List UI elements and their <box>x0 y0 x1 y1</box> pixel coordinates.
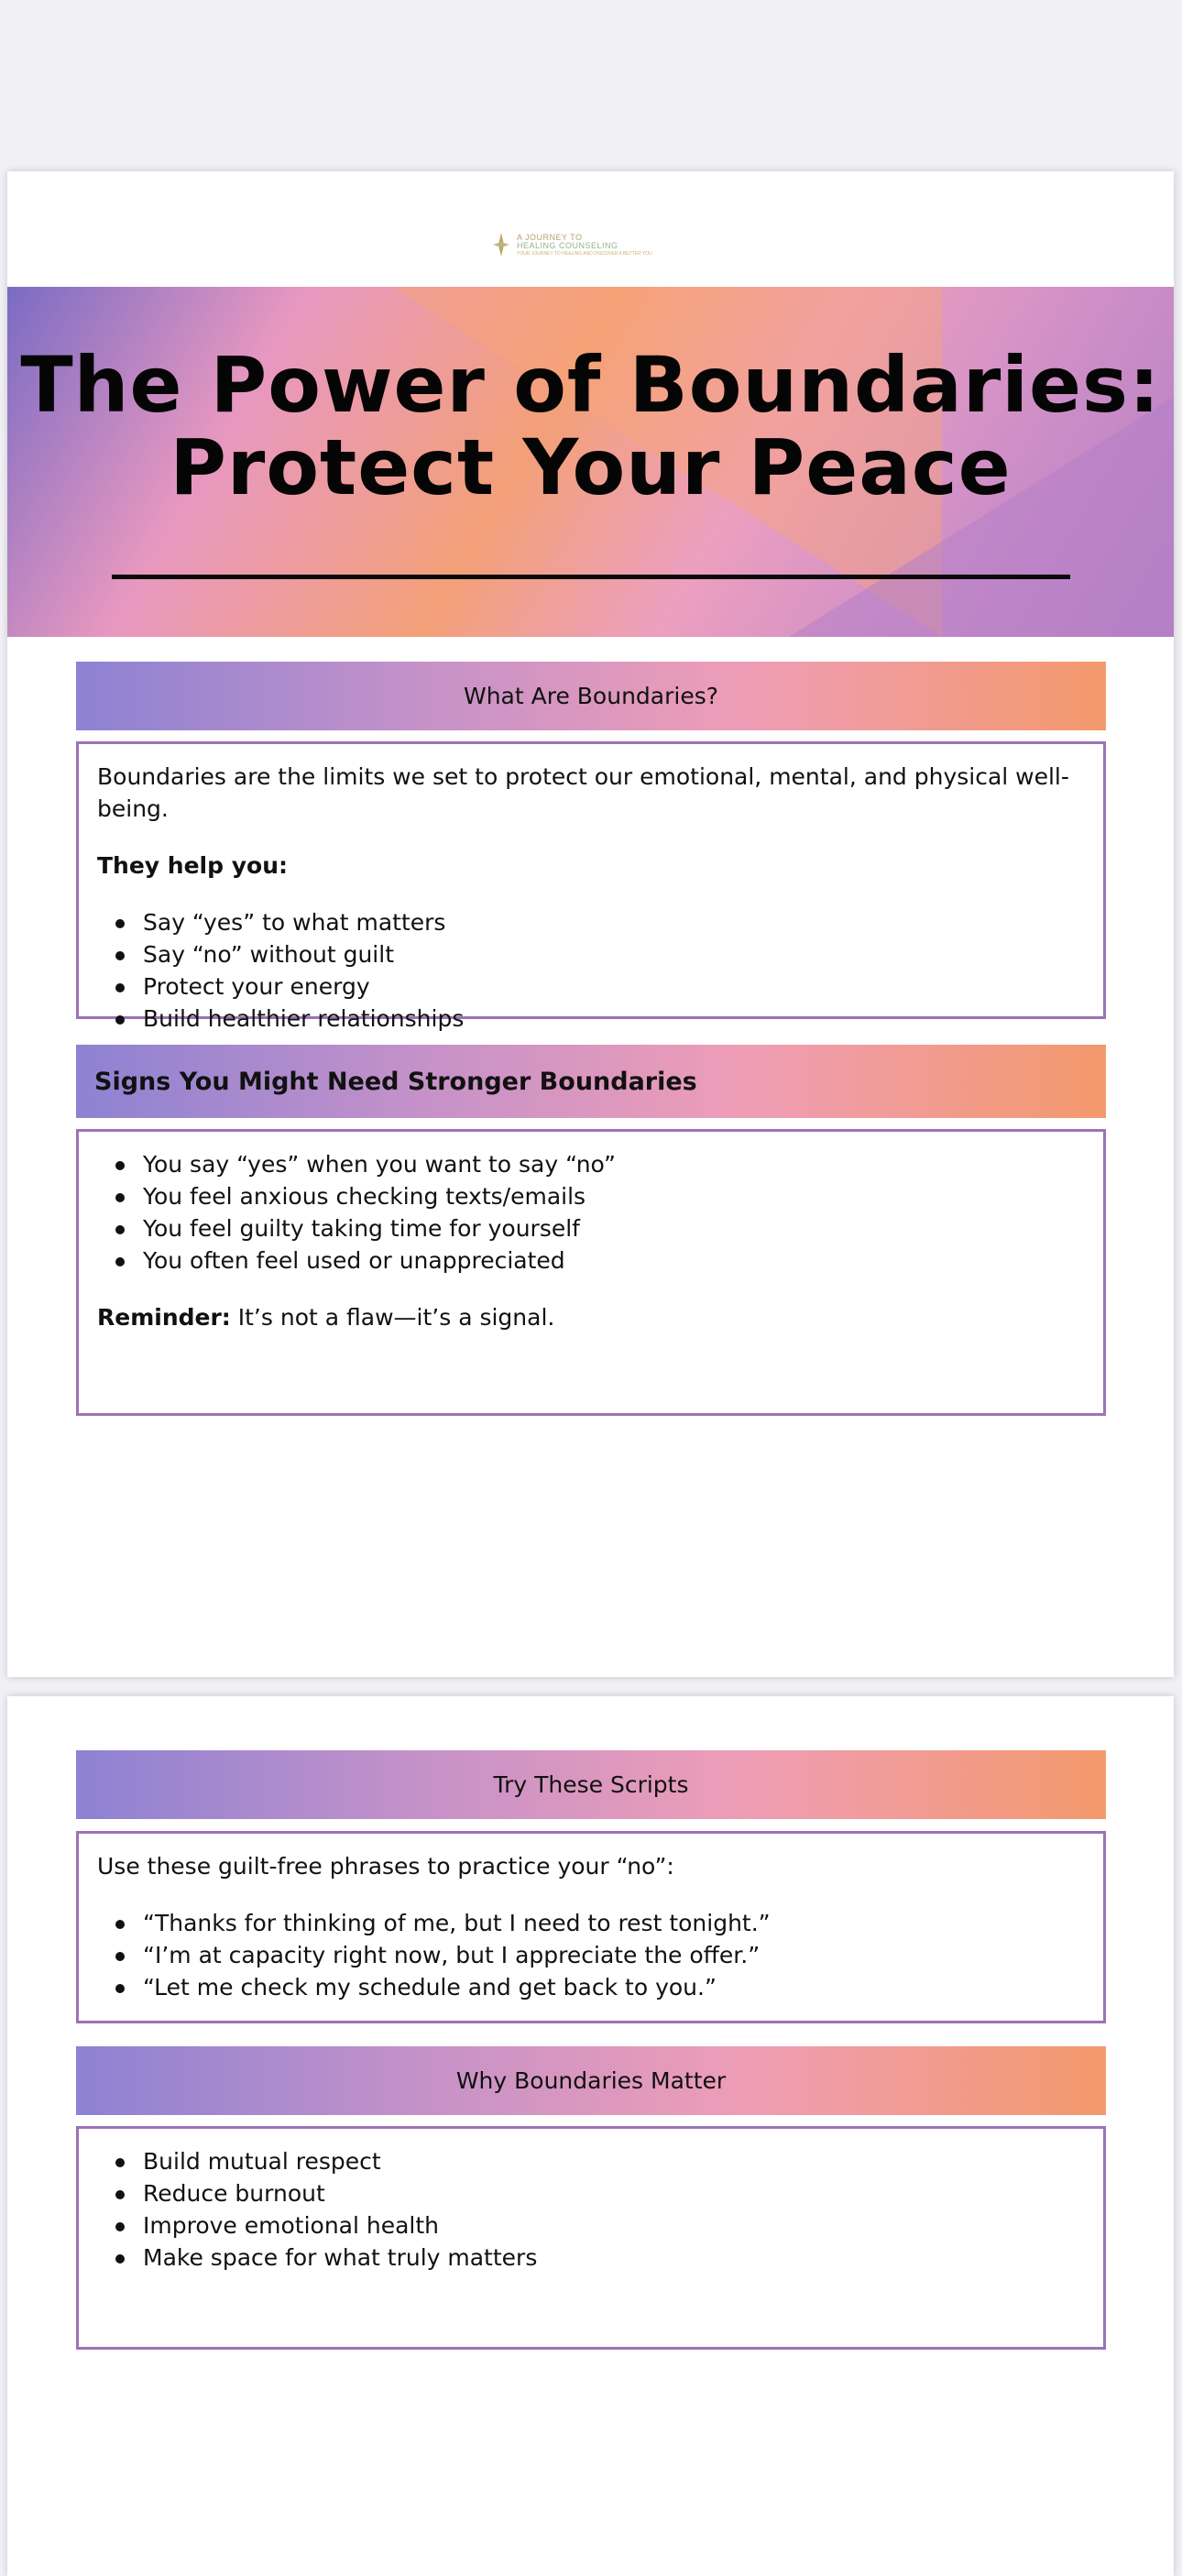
section-intro: Use these guilt-free phrases to practice your “no”: <box>97 1853 674 1880</box>
section-heading-what-are-boundaries: What Are Boundaries? <box>76 662 1106 730</box>
list-item: “I’m at capacity right now, but I appreciate the offer.” <box>97 1939 1085 1971</box>
page-title-line-2: Protect Your Peace <box>170 422 1012 512</box>
logo-tagline: YOUR JOURNEY TO HEALING AND DISCOVER A BETTER YOU <box>517 250 652 257</box>
reminder-text: It’s not a flaw—it’s a signal. <box>230 1304 555 1331</box>
list-item: Make space for what truly matters <box>97 2242 1085 2274</box>
list-item: Say “no” without guilt <box>97 938 1085 970</box>
section-body-signs <box>76 1129 1106 1416</box>
section-body-what-are-boundaries <box>76 741 1106 1032</box>
list-item: Say “yes” to what matters <box>97 906 1085 938</box>
document-page-2 <box>7 1696 1174 2576</box>
section-intro: Boundaries are the limits we set to protect our emotional, mental, and physical well-being. <box>97 763 1069 822</box>
list-item: Build healthier relationships <box>97 1003 1085 1035</box>
title-underline <box>112 575 1070 579</box>
why-list <box>97 2145 1085 2274</box>
section-heading-signs: Signs You Might Need Stronger Boundaries <box>76 1045 1106 1118</box>
list-item: Protect your energy <box>97 970 1085 1003</box>
help-label: They help you: <box>97 852 288 879</box>
list-item: You feel guilty taking time for yourself <box>97 1212 1085 1244</box>
list-item: “Thanks for thinking of me, but I need to rest tonight.” <box>97 1907 1085 1939</box>
signs-list <box>97 1148 1085 1277</box>
section-body-why-boundaries <box>76 2126 1106 2350</box>
document-page-1 <box>7 171 1174 1677</box>
page-title <box>7 340 1174 512</box>
compass-flower-icon <box>491 231 511 258</box>
list-item: Improve emotional health <box>97 2209 1085 2242</box>
logo <box>491 226 693 263</box>
list-item: “Let me check my schedule and get back to you.” <box>97 1971 1085 2003</box>
section-heading-why-boundaries: Why Boundaries Matter <box>76 2046 1106 2115</box>
title-banner <box>7 287 1174 637</box>
list-item: You feel anxious checking texts/emails <box>97 1180 1085 1212</box>
reminder-label: Reminder: <box>97 1304 231 1331</box>
page-title-line-1: The Power of Boundaries: <box>20 340 1161 430</box>
list-item: Build mutual respect <box>97 2145 1085 2177</box>
benefits-list <box>97 906 1085 1035</box>
reminder <box>97 1301 1085 1333</box>
list-item: You often feel used or unappreciated <box>97 1244 1085 1277</box>
logo-line-1: A JOURNEY TO <box>517 232 583 242</box>
scripts-list <box>97 1907 1085 2003</box>
section-heading-scripts: Try These Scripts <box>76 1750 1106 1819</box>
logo-line-2: HEALING COUNSELING <box>517 240 618 250</box>
list-item: Reduce burnout <box>97 2177 1085 2209</box>
list-item: You say “yes” when you want to say “no” <box>97 1148 1085 1180</box>
section-body-scripts <box>76 1831 1106 2023</box>
